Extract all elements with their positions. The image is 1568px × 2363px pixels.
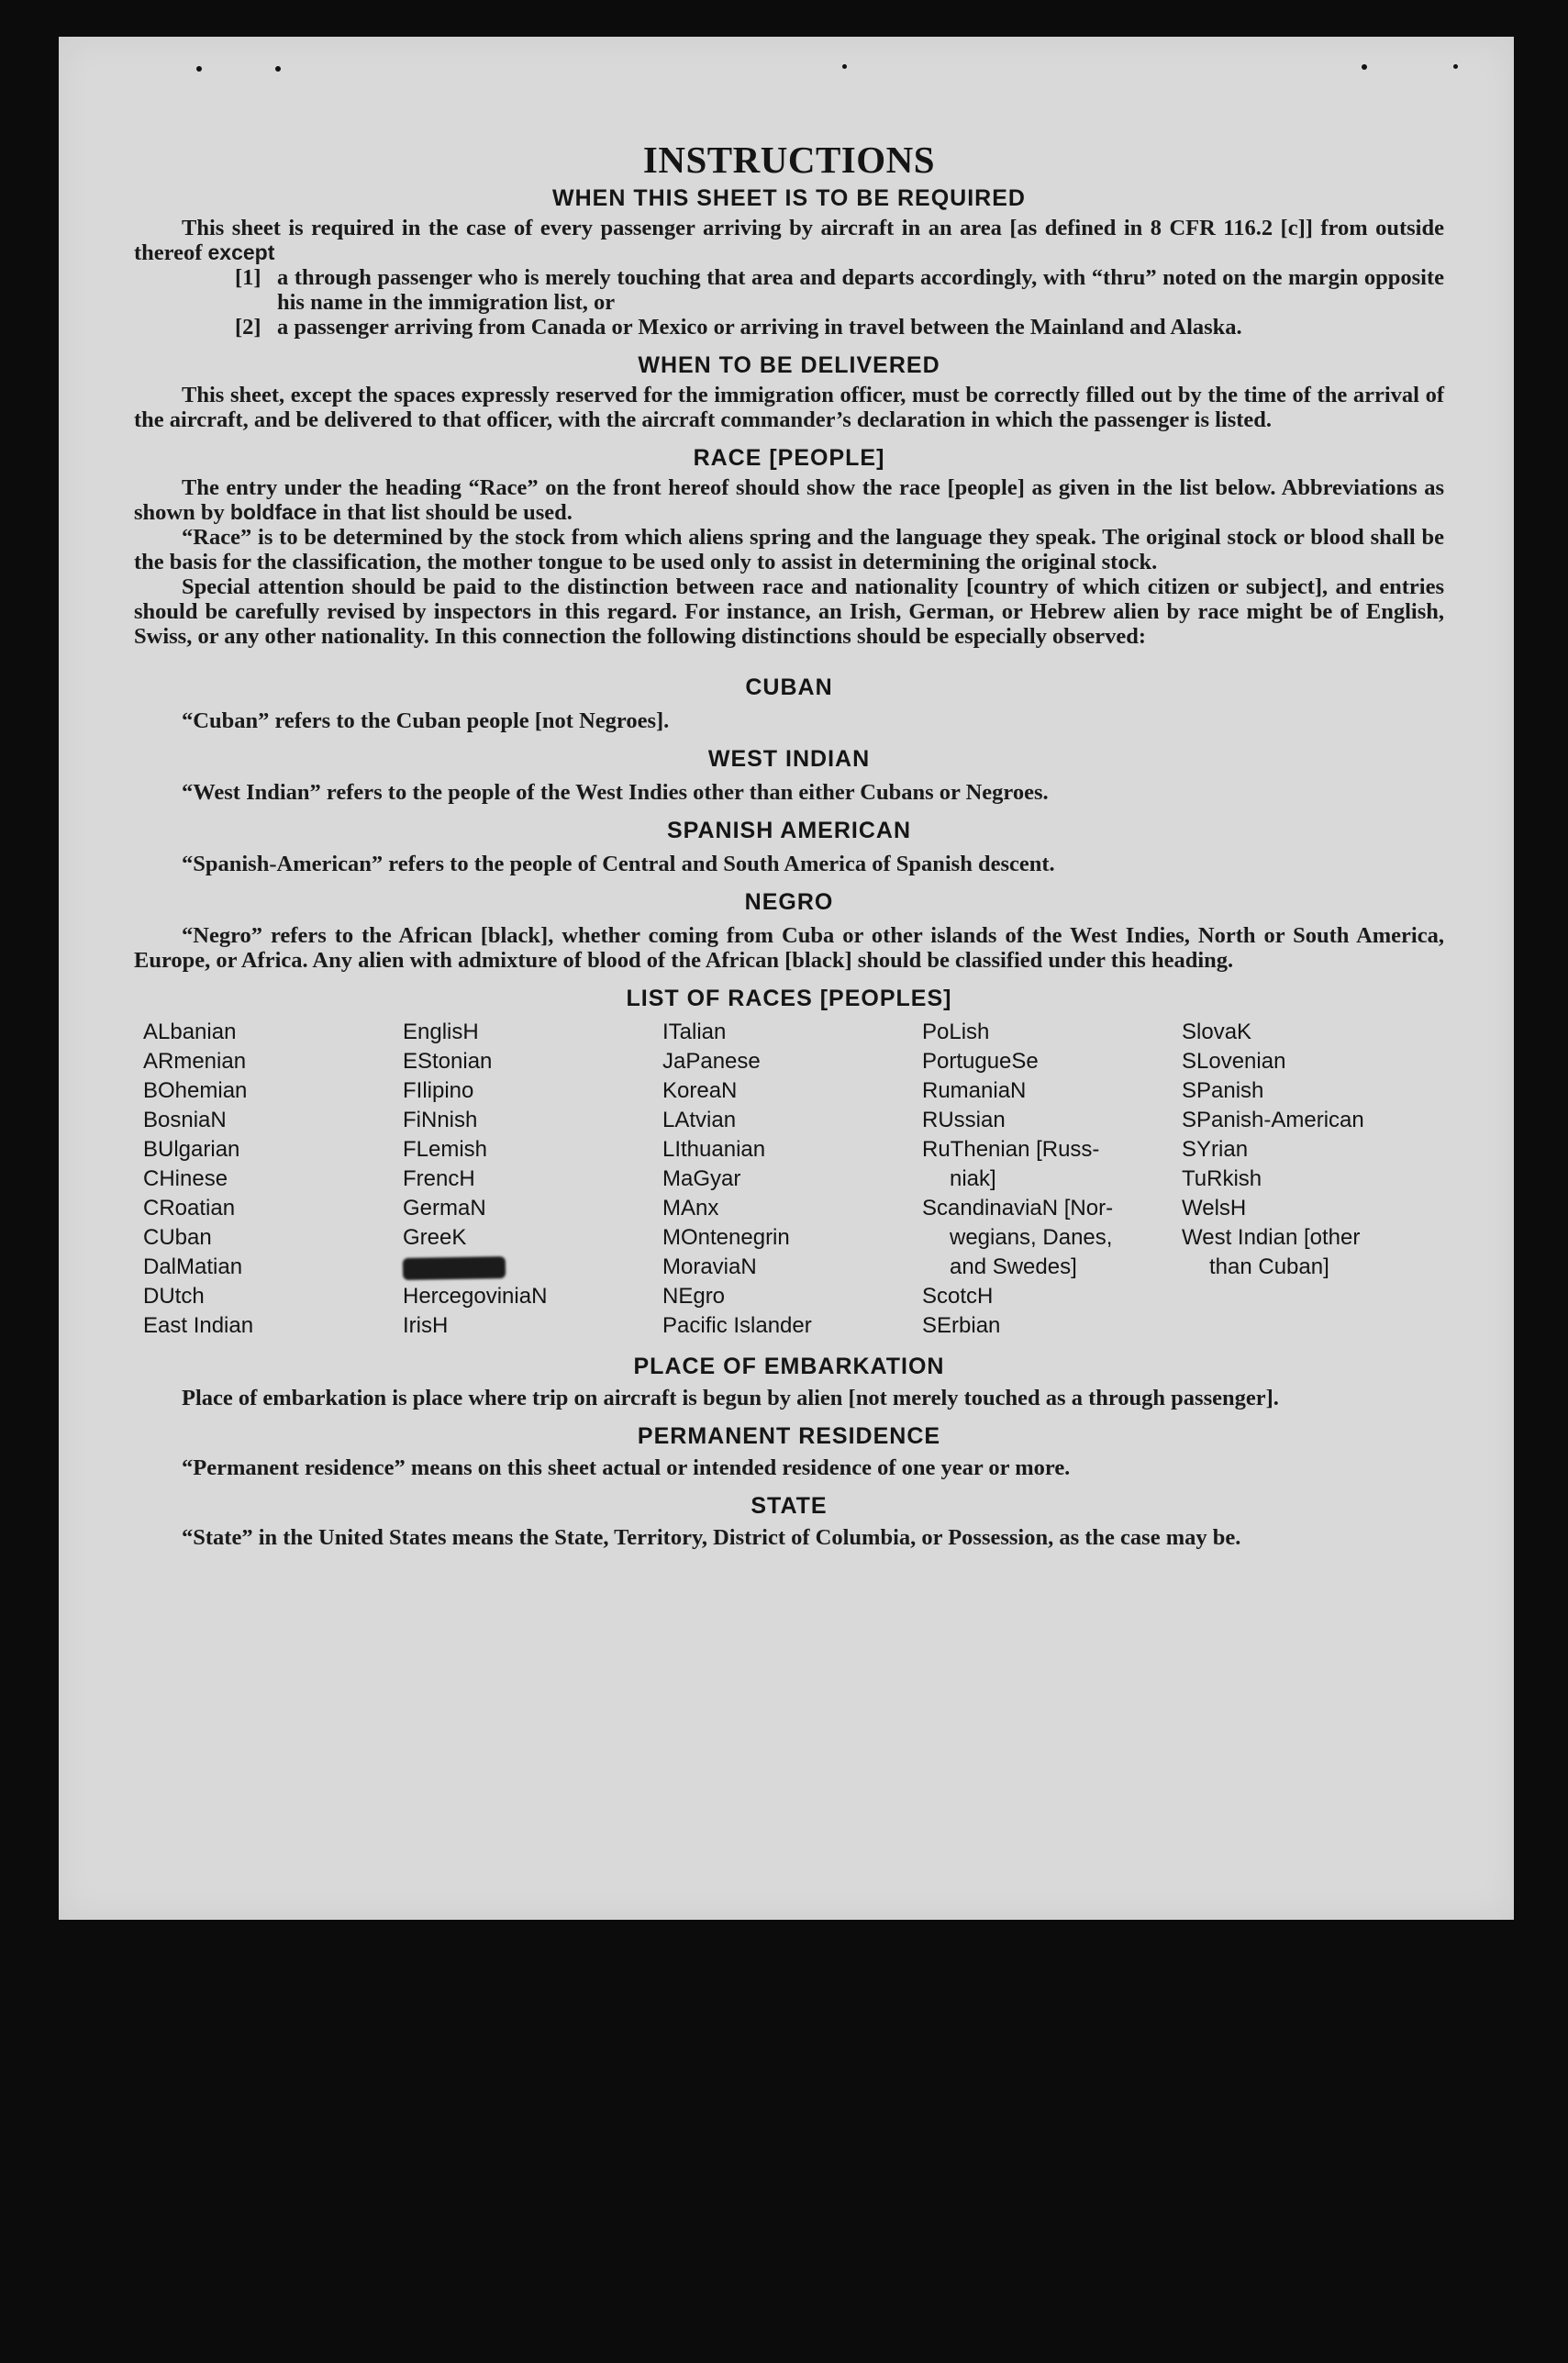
race-item-redacted bbox=[403, 1253, 662, 1282]
embarkation-text: Place of embarkation is place where trip on aircraft is begun by alien [not merely touched as a through passenger]. bbox=[182, 1386, 1279, 1410]
race-item: KoreaN bbox=[662, 1078, 738, 1103]
scan-speck bbox=[275, 66, 281, 72]
race-item: FrencH bbox=[403, 1166, 475, 1191]
race-list bbox=[143, 1018, 1444, 1341]
item-text: a through passenger who is merely touching that area and departs accordingly, with “thru” noted on the margin opposite his name in the immigration list, or bbox=[277, 265, 1444, 315]
race-item: East Indian bbox=[143, 1313, 254, 1338]
race-item: GreeK bbox=[403, 1225, 467, 1250]
race-item: TuRkish bbox=[1182, 1166, 1262, 1191]
race-item: FLemish bbox=[403, 1137, 488, 1162]
heading-place-of-embarkation: PLACE OF EMBARKATION bbox=[633, 1354, 945, 1379]
race-item: MAnx bbox=[662, 1196, 719, 1221]
race-item: DalMatian bbox=[143, 1254, 243, 1279]
race-item: BUlgarian bbox=[143, 1137, 240, 1162]
race-p1-bold: boldface bbox=[229, 500, 317, 524]
cuban-text: “Cuban” refers to the Cuban people [not Negroes]. bbox=[182, 708, 670, 733]
race-item: SlovaK bbox=[1182, 1020, 1252, 1044]
document-page bbox=[59, 37, 1514, 1920]
race-item: DUtch bbox=[143, 1284, 205, 1309]
race-item: MOntenegrin bbox=[662, 1225, 790, 1250]
race-item: EStonian bbox=[403, 1049, 493, 1074]
required-item-2 bbox=[235, 315, 1444, 340]
race-item: RumaniaN bbox=[922, 1078, 1027, 1103]
required-intro-text: This sheet is required in the case of every passenger arriving by aircraft in an area [as defined in 8 CFR 116.2 [c]] from outside thereof bbox=[134, 216, 1444, 265]
delivered-text: This sheet, except the spaces expressly reserved for the immigration officer, must be correctly filled out by the time of the arrival of the aircraft, and be delivered to that officer, with the aircraft commander’s declaration in which the passenger is listed. bbox=[134, 383, 1444, 432]
redaction-mark bbox=[403, 1256, 506, 1280]
race-item: SErbian bbox=[922, 1313, 1001, 1338]
race-item: CHinese bbox=[143, 1166, 228, 1191]
race-item: SPanish bbox=[1182, 1078, 1264, 1103]
race-p1-text-end: in that list should be used. bbox=[317, 500, 573, 525]
race-item: MoraviaN bbox=[662, 1254, 757, 1279]
race-item: ARmenian bbox=[143, 1049, 247, 1074]
race-column-2 bbox=[403, 1018, 662, 1341]
race-item: CUban bbox=[143, 1225, 212, 1250]
race-item: West Indian [other bbox=[1182, 1225, 1361, 1250]
race-item: IrisH bbox=[403, 1313, 449, 1338]
race-paragraph-2: “Race” is to be determined by the stock from which aliens spring and the language they speak. The original stock or blood shall be the basis for the classification, the mother tongue to be used only to assist in determining the original stock. bbox=[134, 525, 1444, 574]
race-item: MaGyar bbox=[662, 1166, 741, 1191]
race-item: RuThenian [Russ- bbox=[922, 1137, 1100, 1162]
race-item: LAtvian bbox=[662, 1108, 737, 1132]
heading-spanish-american: SPANISH AMERICAN bbox=[666, 818, 911, 843]
required-intro-bold: except bbox=[207, 240, 275, 264]
race-item-continuation: wegians, Danes, bbox=[950, 1225, 1113, 1250]
race-item-continuation: than Cuban] bbox=[1209, 1254, 1329, 1279]
heading-cuban: CUBAN bbox=[745, 674, 833, 700]
scan-speck bbox=[1362, 64, 1367, 70]
race-item: SYrian bbox=[1182, 1137, 1249, 1162]
race-column-5 bbox=[1182, 1018, 1453, 1341]
race-item: LIthuanian bbox=[662, 1137, 766, 1162]
race-item: JaPanese bbox=[662, 1049, 761, 1074]
residence-text: “Permanent residence” means on this sheet actual or intended residence of one year or more. bbox=[182, 1455, 1071, 1480]
race-item-continuation: and Swedes] bbox=[950, 1254, 1077, 1279]
heading-list-of-races: LIST OF RACES [PEOPLES] bbox=[626, 986, 952, 1011]
scan-speck bbox=[196, 66, 202, 72]
race-item: ScotcH bbox=[922, 1284, 994, 1309]
race-paragraph-3: Special attention should be paid to the distinction between race and nationality [country of which citizen or subject], and entries should be carefully revised by inspectors in this regard. For instance, an Irish, German, or Hebrew alien by race might be of English, Swiss, or any other nationality. In this connection the following distinctions should be especially observed: bbox=[134, 574, 1444, 649]
page-title: INSTRUCTIONS bbox=[642, 139, 936, 181]
race-item: NEgro bbox=[662, 1284, 726, 1309]
race-column-1 bbox=[143, 1018, 403, 1341]
race-item: BOhemian bbox=[143, 1078, 248, 1103]
item-text: a passenger arriving from Canada or Mexico or arriving in travel between the Mainland and Alaska. bbox=[277, 315, 1242, 340]
instructions-content bbox=[134, 138, 1444, 1550]
heading-west-indian: WEST INDIAN bbox=[707, 746, 871, 772]
item-number: [1] bbox=[235, 265, 261, 290]
heading-when-delivered: WHEN TO BE DELIVERED bbox=[638, 352, 940, 378]
item-number: [2] bbox=[235, 315, 261, 340]
race-item: HercegoviniaN bbox=[403, 1284, 548, 1309]
race-paragraph-1 bbox=[134, 475, 1444, 525]
scan-speck bbox=[1453, 64, 1458, 69]
race-item: EnglisH bbox=[403, 1020, 479, 1044]
race-item: GermaN bbox=[403, 1196, 486, 1221]
spanish-american-text: “Spanish-American” refers to the people of Central and South America of Spanish descent. bbox=[182, 852, 1055, 876]
heading-race: RACE [PEOPLE] bbox=[693, 445, 885, 471]
scan-speck bbox=[842, 64, 847, 69]
race-item: ITalian bbox=[662, 1020, 727, 1044]
west-indian-text: “West Indian” refers to the people of the West Indies other than either Cubans or Negroes. bbox=[182, 780, 1049, 805]
race-item: FIlipino bbox=[403, 1078, 474, 1103]
race-column-3 bbox=[662, 1018, 922, 1341]
required-intro bbox=[134, 216, 1444, 265]
heading-permanent-residence: PERMANENT RESIDENCE bbox=[637, 1423, 941, 1449]
race-item: CRoatian bbox=[143, 1196, 236, 1221]
race-item: BosniaN bbox=[143, 1108, 227, 1132]
required-item-1 bbox=[235, 265, 1444, 315]
race-item: SLovenian bbox=[1182, 1049, 1286, 1074]
race-item: PoLish bbox=[922, 1020, 990, 1044]
race-item: RUssian bbox=[922, 1108, 1006, 1132]
race-item: Pacific Islander bbox=[662, 1313, 812, 1338]
race-item: FiNnish bbox=[403, 1108, 478, 1132]
heading-state: STATE bbox=[751, 1493, 828, 1519]
race-item: ALbanian bbox=[143, 1020, 237, 1044]
race-p1-text: The entry under the heading “Race” on the front hereof should show the race [people] as given in the list below. Abbreviations as shown by bbox=[134, 475, 1444, 525]
race-item: ScandinaviaN [Nor- bbox=[922, 1196, 1114, 1221]
race-item-continuation: niak] bbox=[950, 1166, 996, 1191]
race-item: WelsH bbox=[1182, 1196, 1247, 1221]
race-item: PortugueSe bbox=[922, 1049, 1039, 1074]
state-text: “State” in the United States means the State, Territory, District of Columbia, or Possession, as the case may be. bbox=[182, 1525, 1241, 1550]
negro-text: “Negro” refers to the African [black], whether coming from Cuba or other islands of the West Indies, North or South America, Europe, or Africa. Any alien with admixture of blood of the African [black] should be classified under this heading. bbox=[134, 923, 1444, 973]
heading-when-required: WHEN THIS SHEET IS TO BE REQUIRED bbox=[552, 185, 1026, 211]
race-item: SPanish-American bbox=[1182, 1108, 1364, 1132]
heading-negro: NEGRO bbox=[744, 889, 834, 915]
race-column-4 bbox=[922, 1018, 1182, 1341]
